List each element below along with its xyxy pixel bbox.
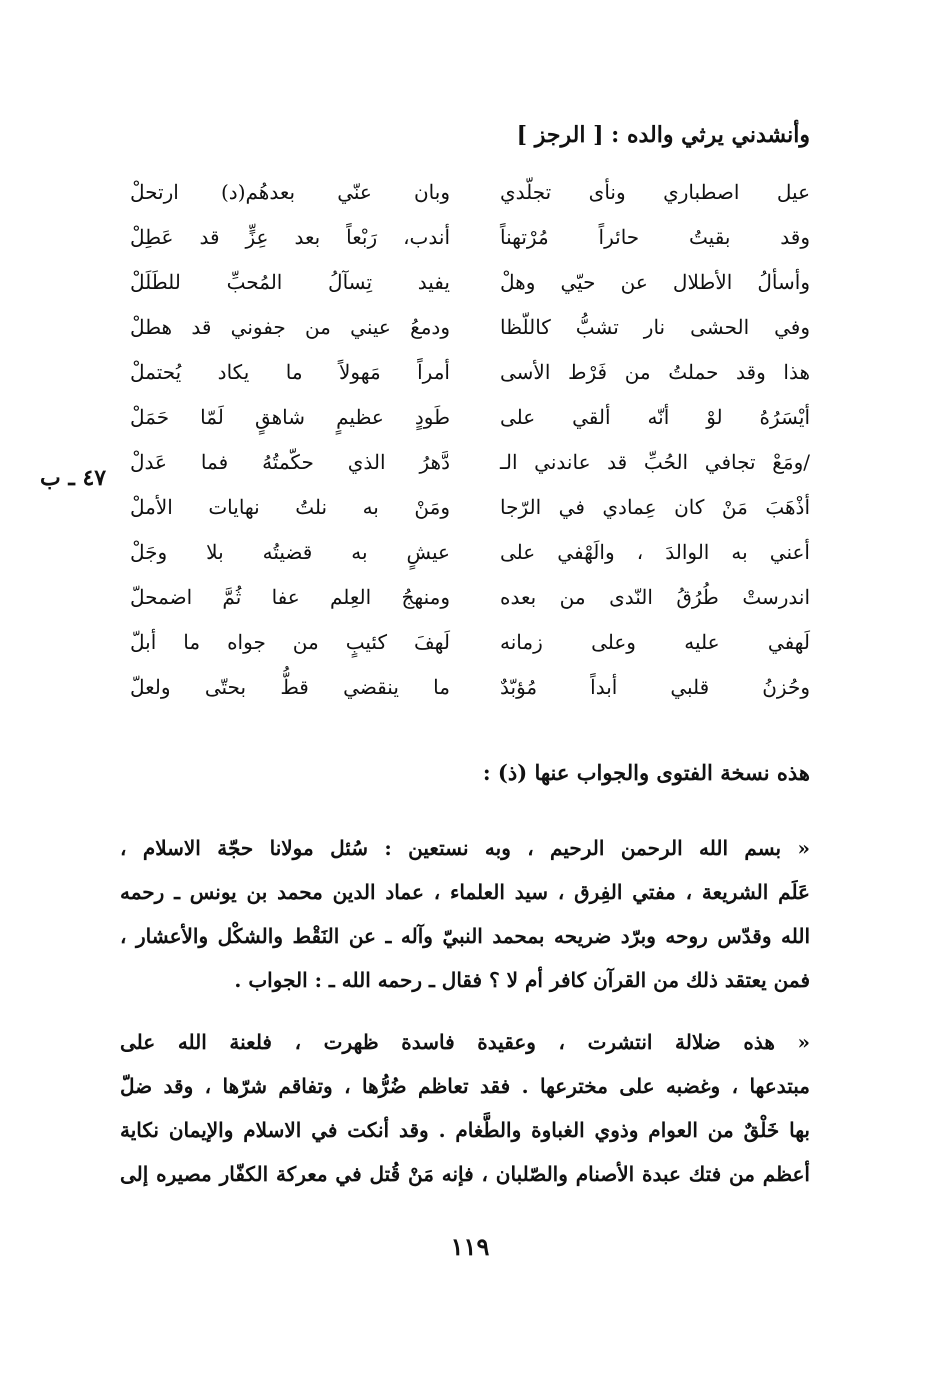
poem: [0, 180, 940, 720]
verse-first-hemistich: وفي الحشى نار تشبُّ كاللّظا: [500, 315, 810, 339]
answer-line: بها خَلْقٌ من العوام وذوي الغباوة والطَّغام . وقد أنكت في الاسلام والإيمان نكاية: [120, 1118, 810, 1142]
fatwa-intro: هذه نسخة الفتوى والجواب عنها (ذ) :: [482, 760, 810, 785]
verse-first-hemistich: لَهفي عليه وعلى زمانه: [500, 630, 810, 654]
poem-verse: [130, 540, 810, 584]
verse-first-hemistich: /ومَعْ تجافي الحُبِّ قد عاندني الـ: [500, 450, 810, 474]
verse-second-hemistich: عيشٍ به قضيتُه بلا وجَلْ: [130, 540, 450, 564]
poem-verse: [130, 270, 810, 314]
verse-first-hemistich: عيل اصطباري ونأى تجلّدي: [500, 180, 810, 204]
question-line: عَلَم الشريعة ، مفتي الفِرق ، سيد العلماء ، عماد الدين محمد بن يونس ـ رحمه: [120, 880, 810, 904]
page-number: ١١٩: [450, 1232, 490, 1261]
verse-first-hemistich: أذْهَبَ مَنْ كان عِمادي في الرّجا: [500, 495, 810, 519]
verse-first-hemistich: وقد بقيتُ حائراً مُرْتهناً: [500, 225, 810, 249]
poem-verse: [130, 315, 810, 359]
poem-verse: [130, 180, 810, 224]
answer-line: مبتدعها ، وغضبه على مخترعها . فقد تعاظم ضُرُّها ، وتفاقم شرّها ، وقد ضلّ: [120, 1074, 810, 1098]
verse-second-hemistich: وبان عنّي بعدهُم(د) ارتحلْ: [130, 180, 450, 204]
verse-first-hemistich: أعني به الوالدَ ، والَهْفي على: [500, 540, 810, 564]
fatwa-answer: [120, 1020, 810, 1196]
verse-second-hemistich: ودمعُ عيني من جفوني قد هطلْ: [130, 315, 450, 339]
verse-second-hemistich: ومنهجُ العِلم عفا ثُمَّ اضمحلّ: [130, 585, 450, 609]
verse-second-hemistich: ومَنْ به نلتُ نهايات الأملْ: [130, 495, 450, 519]
answer-line: أعظم من فتك عبدة الأصنام والصّلبان ، فإنه مَنْ قُتل في معركة الكفّار مصيره إلى: [120, 1162, 810, 1186]
verse-second-hemistich: أمراً مَهولاً ما يكاد يُحتملْ: [130, 360, 450, 384]
poem-verse: [130, 360, 810, 404]
question-line: الله وقدّس روحه وبرّد ضريحه بمحمد النبيّ وآله ـ عن النَقْط والشكْل والأعشار ،: [120, 924, 810, 948]
verse-second-hemistich: دَّهرُ الذي حكّمتُهُ فما عَدلْ: [130, 450, 450, 474]
verse-second-hemistich: ما ينقضي قطُّ بحتّى ولعلّ: [130, 675, 450, 699]
verse-first-hemistich: أيْسَرُهُ لوْ أنّه ألقي على: [500, 405, 810, 429]
poem-heading: وأنشدني يرثي والده : [ الرجز ]: [516, 122, 810, 148]
poem-verse: [130, 495, 810, 539]
poem-verse: [130, 225, 810, 269]
fatwa-question: [120, 826, 810, 1002]
verse-first-hemistich: وحُزنُ قلبي أبداً مُؤبّدٌ: [500, 675, 810, 699]
poem-verse: [130, 405, 810, 449]
folio-margin-note: ٤٧ ـ ب: [40, 465, 107, 491]
poem-verse: [130, 450, 810, 494]
poem-verse: [130, 675, 810, 719]
answer-line: « هذه ضلالة انتشرت ، وعقيدة فاسدة ظهرت ، فلعنة الله على: [120, 1030, 810, 1054]
verse-second-hemistich: طَودٍ عظيمٍ شاهقٍ لَمّا حَمَلْ: [130, 405, 450, 429]
verse-first-hemistich: وأسألُ الأطلال عن حيّي وهلْ: [500, 270, 810, 294]
poem-verse: [130, 630, 810, 674]
verse-second-hemistich: لَهفَ كئيبٍ من جواه ما أبلّ: [130, 630, 450, 654]
verse-second-hemistich: أندب، رَبْعاً بعد عِزٍّ قد عَطِلْ: [130, 225, 450, 249]
verse-first-hemistich: اندرستْ طُرُقُ النّدى من بعده: [500, 585, 810, 609]
question-line: « بسم الله الرحمن الرحيم ، وبه نستعين : سُئل مولانا حجّة الاسلام ،: [120, 836, 810, 860]
verse-first-hemistich: هذا وقد حملتُ من فَرْط الأسى: [500, 360, 810, 384]
poem-verse: [130, 585, 810, 629]
verse-second-hemistich: يفيد تِسآلُ المُحبِّ للطَلَلْ: [130, 270, 450, 294]
question-line: فمن يعتقد ذلك من القرآن كافر أم لا ؟ فقال ـ رحمه الله ـ : الجواب .: [234, 968, 810, 992]
